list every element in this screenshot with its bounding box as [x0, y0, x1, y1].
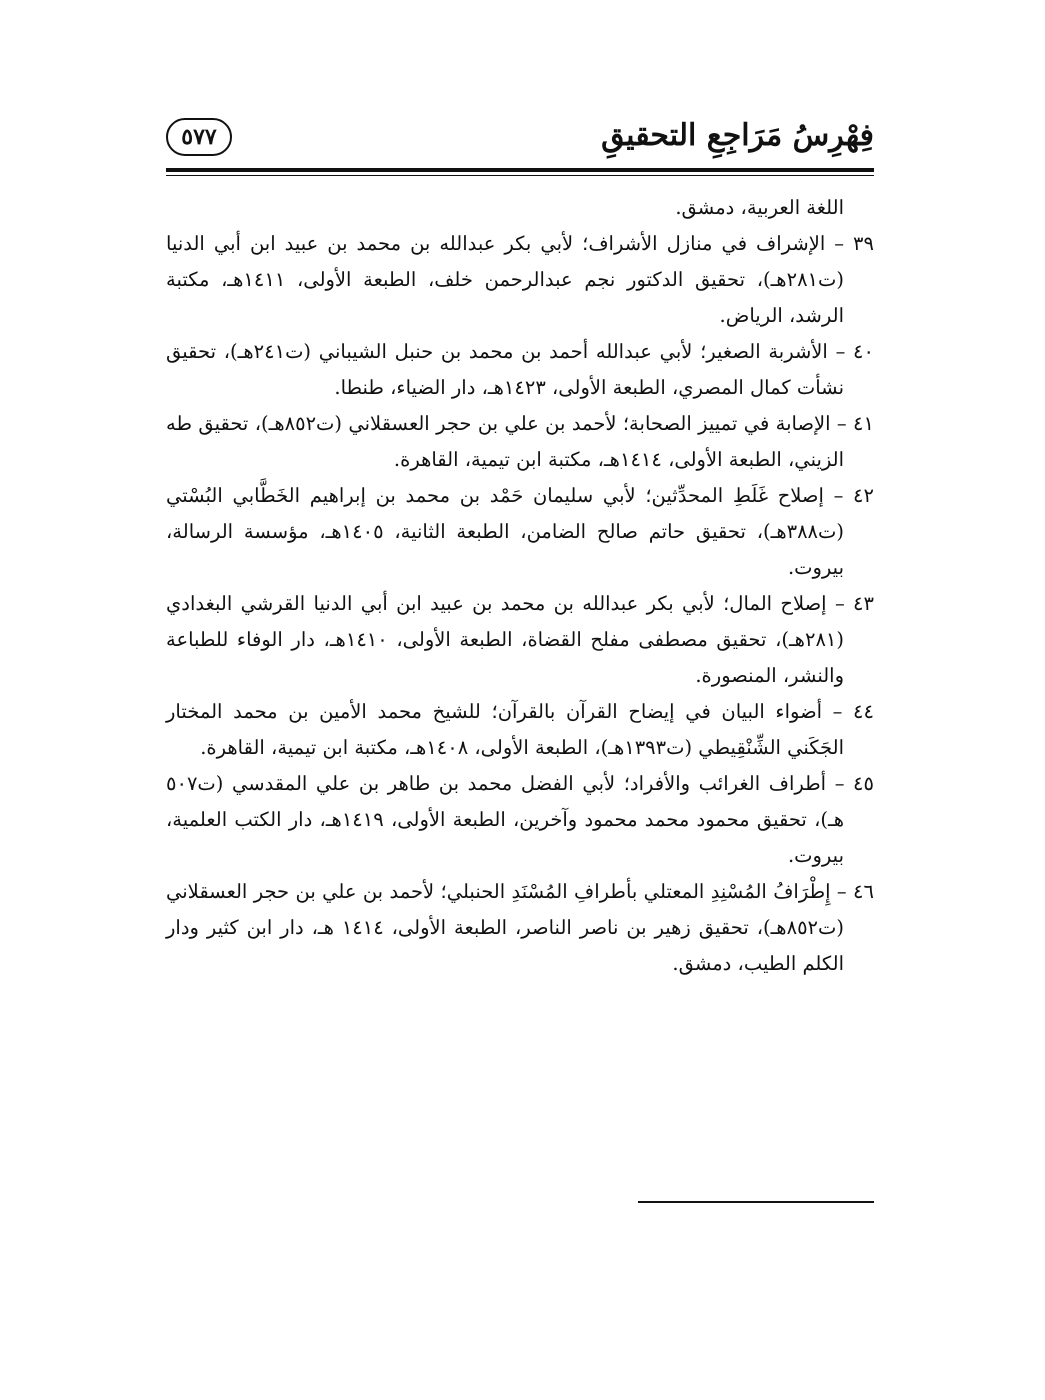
reference-entry: ٤٤ – أضواء البيان في إيضاح القرآن بالقرآن؛ للشيخ محمد الأمين بن محمد المختار الجَكَني الشِّنْقِيطي (ت١٣٩٣هـ)، الطبعة الأولى، ١٤٠٨هـ، مكتبة ابن تيمية، القاهرة.	[166, 700, 874, 759]
entry-text: إِطْرَافُ المُسْنِدِ المعتلي بأطرافِ المُسْنَدِ الحنبلي؛ لأحمد بن علي بن حجر العسقلاني (ت٨٥٢هـ)، تحقيق زهير بن ناصر الناصر، الطبعة الأولى، ١٤١٤ هـ، دار ابن كثير ودار الكلم الطيب، دمشق.	[166, 880, 844, 975]
entry-text: الأشربة الصغير؛ لأبي عبدالله أحمد بن محمد بن حنبل الشيباني (ت٢٤١هـ)، تحقيق نشأت كمال المصري، الطبعة الأولى، ١٤٢٣هـ، دار الضياء، طنطا.	[166, 340, 844, 399]
entry-number: ٤١	[853, 412, 874, 435]
reference-entry: ٤١ – الإصابة في تمييز الصحابة؛ لأحمد بن علي بن حجر العسقلاني (ت٨٥٢هـ)، تحقيق طه الزيني، الطبعة الأولى، ١٤١٤هـ، مكتبة ابن تيمية، القاهرة.	[166, 412, 874, 471]
entry-text: إصلاح غَلَطِ المحدِّثين؛ لأبي سليمان حَمْد بن محمد بن إبراهيم الخَطَّابي البُسْتي (ت٣٨٨هـ)، تحقيق حاتم صالح الضامن، الطبعة الثانية، ١٤٠٥هـ، مؤسسة الرسالة، بيروت.	[166, 484, 844, 579]
entry-number: ٤٣	[853, 592, 874, 615]
reference-entry: ٣٩ – الإشراف في منازل الأشراف؛ لأبي بكر عبدالله بن محمد بن عبيد ابن أبي الدنيا (ت٢٨١هـ)، تحقيق الدكتور نجم عبدالرحمن خلف، الطبعة الأولى، ١٤١١هـ، مكتبة الرشد، الرياض.	[166, 232, 874, 327]
reference-entry: ٤٦ – إِطْرَافُ المُسْنِدِ المعتلي بأطرافِ المُسْنَدِ الحنبلي؛ لأحمد بن علي بن حجر العسقلاني (ت٨٥٢هـ)، تحقيق زهير بن ناصر الناصر، الطبعة الأولى، ١٤١٤ هـ، دار ابن كثير ودار الكلم الطيب، دمشق.	[166, 880, 874, 975]
entry-text: أضواء البيان في إيضاح القرآن بالقرآن؛ للشيخ محمد الأمين بن محمد المختار الجَكَني الشِّنْقِيطي (ت١٣٩٣هـ)، الطبعة الأولى، ١٤٠٨هـ، مكتبة ابن تيمية، القاهرة.	[166, 700, 844, 759]
entry-number: ٤٤	[853, 700, 874, 723]
entry-text: إصلاح المال؛ لأبي بكر عبدالله بن محمد بن عبيد ابن أبي الدنيا القرشي البغدادي (٢٨١هـ)، تحقيق مصطفى مفلح القضاة، الطبعة الأولى، ١٤١٠هـ، دار الوفاء للطباعة والنشر، المنصورة.	[166, 592, 844, 687]
page-header	[166, 112, 874, 168]
header-rule-thick	[166, 168, 874, 172]
entry-text: الإصابة في تمييز الصحابة؛ لأحمد بن علي بن حجر العسقلاني (ت٨٥٢هـ)، تحقيق طه الزيني، الطبعة الأولى، ١٤١٤هـ، مكتبة ابن تيمية، القاهرة.	[166, 412, 844, 471]
page-title: فِهْرِسُ مَرَاجِعِ التحقيقِ	[601, 118, 874, 153]
entry-text: أطراف الغرائب والأفراد؛ لأبي الفضل محمد بن طاهر بن علي المقدسي (ت٥٠٧ هـ)، تحقيق محمود محمد محمود وآخرين، الطبعة الأولى، ١٤١٩هـ، دار الكتب العلمية، بيروت.	[166, 772, 845, 867]
reference-entry: ٤٥ – أطراف الغرائب والأفراد؛ لأبي الفضل محمد بن طاهر بن علي المقدسي (ت٥٠٧ هـ)، تحقيق محمود محمد محمود وآخرين، الطبعة الأولى، ١٤١٩هـ، دار الكتب العلمية، بيروت.	[166, 772, 874, 867]
entry-text: الإشراف في منازل الأشراف؛ لأبي بكر عبدالله بن محمد بن عبيد ابن أبي الدنيا (ت٢٨١هـ)، تحقيق الدكتور نجم عبدالرحمن خلف، الطبعة الأولى، ١٤١١هـ، مكتبة الرشد، الرياض.	[166, 232, 844, 327]
entry-number: ٣٩	[853, 232, 874, 255]
references-list	[166, 190, 874, 982]
entry-number: ٤٢	[853, 484, 874, 507]
entry-number: ٤٠	[853, 340, 874, 363]
header-rule-thin	[166, 175, 874, 176]
reference-entry: ٤٢ – إصلاح غَلَطِ المحدِّثين؛ لأبي سليمان حَمْد بن محمد بن إبراهيم الخَطَّابي البُسْتي (ت٣٨٨هـ)، تحقيق حاتم صالح الضامن، الطبعة الثانية، ١٤٠٥هـ، مؤسسة الرسالة، بيروت.	[166, 484, 874, 579]
page-number-badge: ٥٧٧	[166, 118, 232, 156]
reference-entry: ٤٠ – الأشربة الصغير؛ لأبي عبدالله أحمد بن محمد بن حنبل الشيباني (ت٢٤١هـ)، تحقيق نشأت كمال المصري، الطبعة الأولى، ١٤٢٣هـ، دار الضياء، طنطا.	[166, 340, 874, 399]
entry-number: ٤٦	[853, 880, 874, 903]
continuation-text: اللغة العربية، دمشق.	[675, 196, 844, 219]
entry-number: ٤٥	[853, 772, 874, 795]
footnote-separator	[638, 1201, 874, 1203]
reference-entry: ٤٣ – إصلاح المال؛ لأبي بكر عبدالله بن محمد بن عبيد ابن أبي الدنيا القرشي البغدادي (٢٨١هـ)، تحقيق مصطفى مفلح القضاة، الطبعة الأولى، ١٤١٠هـ، دار الوفاء للطباعة والنشر، المنصورة.	[166, 592, 874, 687]
